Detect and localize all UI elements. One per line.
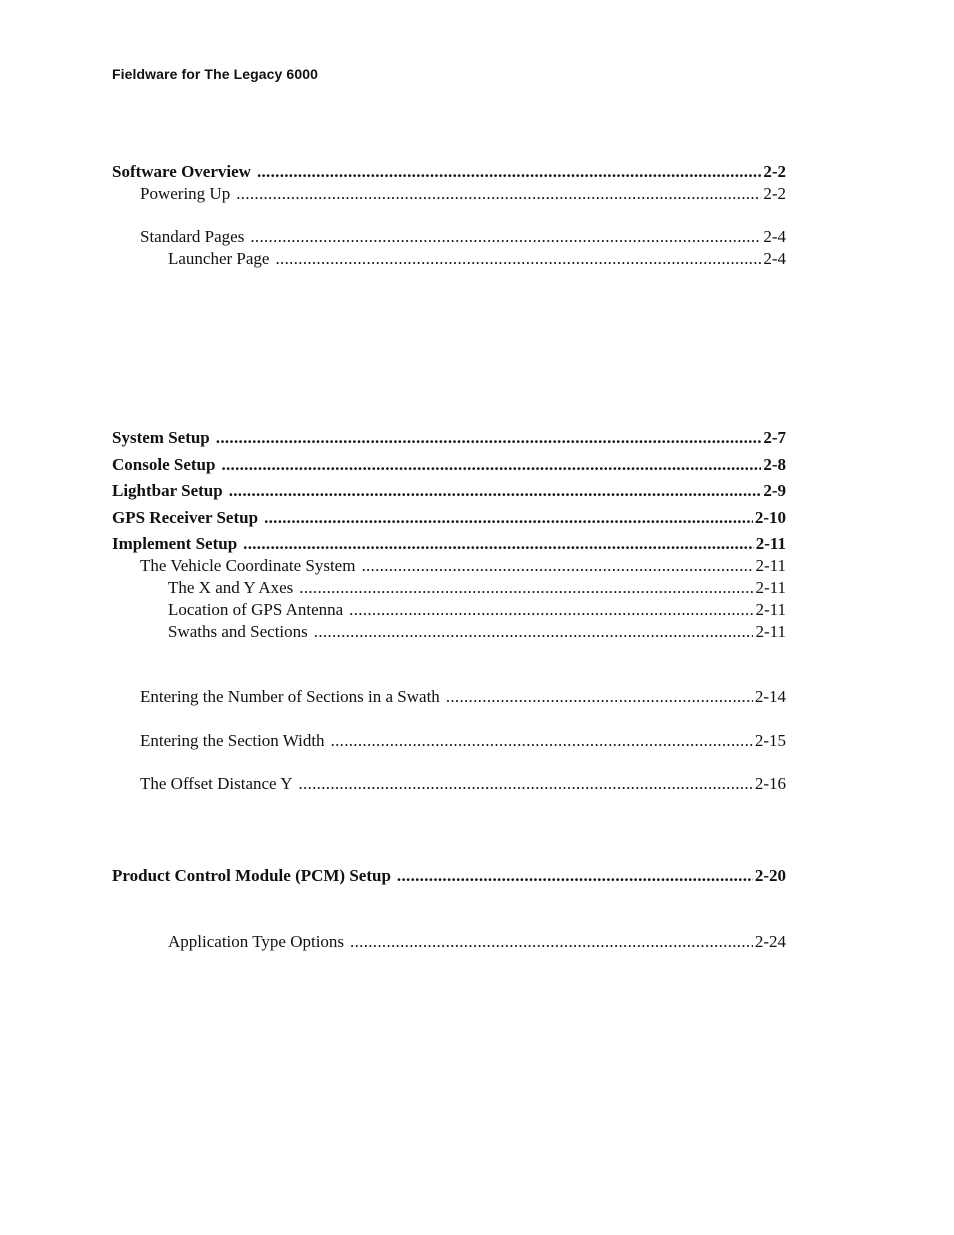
toc-entry-section-width[interactable] [140,731,786,751]
toc-entry-number-of-sections[interactable] [140,687,786,707]
toc-dot-leader [397,866,753,886]
toc-entry-location-of-gps-antenna[interactable] [168,600,786,620]
toc-dot-leader [243,534,754,554]
toc-dot-leader [275,249,761,269]
toc-entry-offset-distance-y[interactable] [140,774,786,794]
toc-entry-standard-pages[interactable] [140,227,786,247]
toc-entry-title: System Setup [112,428,210,447]
toc-entry-title: Launcher Page [168,249,270,268]
toc-page-number: 2-2 [763,184,786,203]
toc-page-number: 2-16 [754,774,786,793]
toc-page-number: 2-2 [763,162,786,181]
toc-entry-title: Swaths and Sections [168,622,308,641]
toc-dot-leader [229,481,762,501]
toc-entry-implement-setup[interactable] [112,534,786,554]
toc-entry-title: Entering the Number of Sections in a Swath [140,687,440,706]
toc-page-number: 2-11 [755,534,786,553]
toc-entry-vehicle-coordinate-system[interactable] [140,556,786,576]
toc-page-number: 2-20 [754,866,786,885]
toc-entry-title: Standard Pages [140,227,245,246]
toc-entry-title: The Vehicle Coordinate System [140,556,356,575]
toc-page-number: 2-9 [763,481,786,500]
toc-page-number: 2-4 [763,249,786,268]
toc-entry-launcher-page[interactable] [168,249,786,269]
toc-entry-gps-receiver-setup[interactable] [112,508,786,528]
toc-dot-leader [350,932,753,952]
toc-page-number: 2-11 [755,556,786,575]
toc-dot-leader [236,184,761,204]
toc-entry-software-overview[interactable] [112,162,786,182]
toc-page-number: 2-10 [754,508,786,527]
toc-page-number: 2-11 [755,578,786,597]
toc-dot-leader [264,508,753,528]
toc-dot-leader [250,227,761,247]
toc-dot-leader [349,600,753,620]
toc-entry-title: Implement Setup [112,534,238,553]
toc-entry-title: Location of GPS Antenna [168,600,344,619]
toc-page-number: 2-15 [754,731,786,750]
toc-page-number: 2-7 [763,428,786,447]
toc-entry-title: The Offset Distance Y [140,774,293,793]
toc-entry-powering-up[interactable] [140,184,786,204]
toc-entry-title: Software Overview [112,162,251,181]
toc-entry-title: Product Control Module (PCM) Setup [112,866,391,885]
toc-dot-leader [257,162,761,182]
toc-dot-leader [314,622,754,642]
toc-entry-title: Application Type Options [168,932,345,951]
toc-entry-title: GPS Receiver Setup [112,508,259,527]
toc-dot-leader [298,774,752,794]
toc-entry-x-and-y-axes[interactable] [168,578,786,598]
toc-dot-leader [361,556,753,576]
toc-page-number: 2-11 [755,622,786,641]
toc-dot-leader [221,455,761,475]
toc-dot-leader [216,428,762,448]
toc-page-number: 2-8 [763,455,786,474]
toc-entry-title: Entering the Section Width [140,731,325,750]
toc-entry-swaths-and-sections[interactable] [168,622,786,642]
running-header: Fieldware for The Legacy 6000 [112,66,318,82]
toc-entry-title: Console Setup [112,455,216,474]
toc-dot-leader [446,687,753,707]
toc-entry-system-setup[interactable] [112,428,786,448]
toc-entry-title: Lightbar Setup [112,481,223,500]
toc-page-number: 2-24 [754,932,786,951]
toc-entry-pcm-setup[interactable] [112,866,786,886]
toc-page-number: 2-11 [755,600,786,619]
toc-dot-leader [331,731,753,751]
toc-entry-title: Powering Up [140,184,231,203]
toc-entry-console-setup[interactable] [112,455,786,475]
toc-entry-title: The X and Y Axes [168,578,294,597]
toc-page-number: 2-4 [763,227,786,246]
toc-entry-application-type-options[interactable] [168,932,786,952]
toc-entry-lightbar-setup[interactable] [112,481,786,501]
toc-dot-leader [299,578,753,598]
toc-page-number: 2-14 [754,687,786,706]
